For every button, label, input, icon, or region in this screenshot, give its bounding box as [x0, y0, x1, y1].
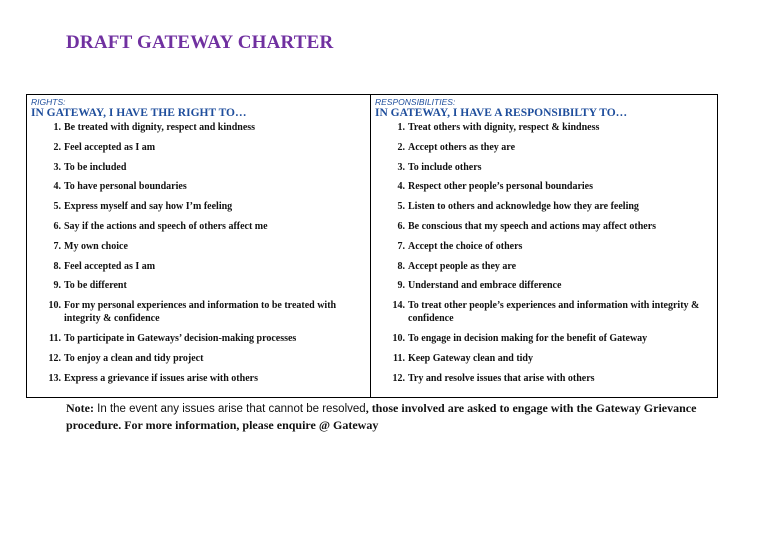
list-text: Try and resolve issues that arise with others	[408, 373, 595, 384]
list-number: 9.	[53, 280, 61, 291]
list-number: 6.	[397, 221, 405, 232]
list-text: Feel accepted as I am	[64, 261, 156, 272]
list-number: 3.	[53, 162, 61, 173]
list-text: Say if the actions and speech of others affect me	[64, 221, 268, 232]
rights-heading: IN GATEWAY, I HAVE THE RIGHT TO…	[31, 107, 247, 119]
note-plain-text: In the event any issues arise that cannot be resolved	[93, 403, 366, 415]
rights-column	[27, 95, 371, 397]
list-number: 3.	[397, 162, 405, 173]
list-number: 10.	[392, 333, 405, 344]
list-number: 5.	[53, 201, 61, 212]
list-text: To engage in decision making for the benefit of Gateway	[408, 333, 648, 344]
list-number: 2.	[397, 142, 405, 153]
charter-table	[26, 94, 718, 398]
list-text: For my personal experiences and information to be treated with integrity & confidence	[64, 300, 337, 324]
rights-label: RIGHTS:	[31, 97, 66, 107]
list-number: 6.	[53, 221, 61, 232]
list-text: Express a grievance if issues arise with others	[64, 373, 258, 384]
list-text: Listen to others and acknowledge how they are feeling	[408, 201, 639, 212]
page-title: DRAFT GATEWAY CHARTER	[66, 32, 334, 53]
list-number: 10.	[48, 300, 61, 311]
list-text: Be conscious that my speech and actions may affect others	[408, 221, 657, 232]
list-text: To treat other people’s experiences and information with integrity & confidence	[408, 300, 700, 324]
note-label: Note:	[66, 401, 94, 415]
list-number: 11.	[393, 353, 405, 364]
list-number: 8.	[53, 261, 61, 272]
list-text: To be different	[64, 280, 127, 291]
list-number: 14.	[392, 300, 405, 311]
list-text: My own choice	[64, 241, 128, 252]
responsibilities-heading: IN GATEWAY, I HAVE A RESPONSIBILTY TO…	[375, 107, 628, 119]
list-number: 7.	[53, 241, 61, 252]
responsibilities-label: RESPONSIBILITIES:	[375, 97, 456, 107]
list-number: 11.	[49, 333, 61, 344]
list-text: Accept the choice of others	[408, 241, 523, 252]
list-text: To enjoy a clean and tidy project	[64, 353, 204, 364]
list-number: 12.	[48, 353, 61, 364]
list-number: 4.	[53, 181, 61, 192]
list-number: 1.	[53, 122, 61, 133]
list-text: Accept others as they are	[408, 142, 516, 153]
list-text: To have personal boundaries	[64, 181, 187, 192]
responsibilities-column	[371, 95, 717, 397]
list-text: Understand and embrace difference	[408, 280, 562, 291]
list-text: Feel accepted as I am	[64, 142, 156, 153]
list-number: 5.	[397, 201, 405, 212]
note-paragraph	[66, 400, 716, 433]
list-text: Accept people as they are	[408, 261, 517, 272]
list-number: 9.	[397, 280, 405, 291]
list-number: 7.	[397, 241, 405, 252]
list-text: Treat others with dignity, respect & kindness	[408, 122, 600, 133]
list-text: Express myself and say how I’m feeling	[64, 201, 233, 212]
list-number: 1.	[397, 122, 405, 133]
list-text: To participate in Gateways’ decision-making processes	[64, 333, 297, 344]
list-number: 13.	[48, 373, 61, 384]
list-text: Respect other people’s personal boundaries	[408, 181, 593, 192]
list-number: 12.	[392, 373, 405, 384]
note-bold-text: , those involved are asked to engage with the Gateway Grievance procedure. For more information, please enquire @ Gateway	[66, 401, 697, 432]
list-number: 2.	[53, 142, 61, 153]
list-number: 8.	[397, 261, 405, 272]
list-text: To include others	[408, 162, 482, 173]
list-text: To be included	[64, 162, 127, 173]
list-number: 4.	[397, 181, 405, 192]
list-text: Keep Gateway clean and tidy	[408, 353, 533, 364]
list-text: Be treated with dignity, respect and kindness	[64, 122, 256, 133]
